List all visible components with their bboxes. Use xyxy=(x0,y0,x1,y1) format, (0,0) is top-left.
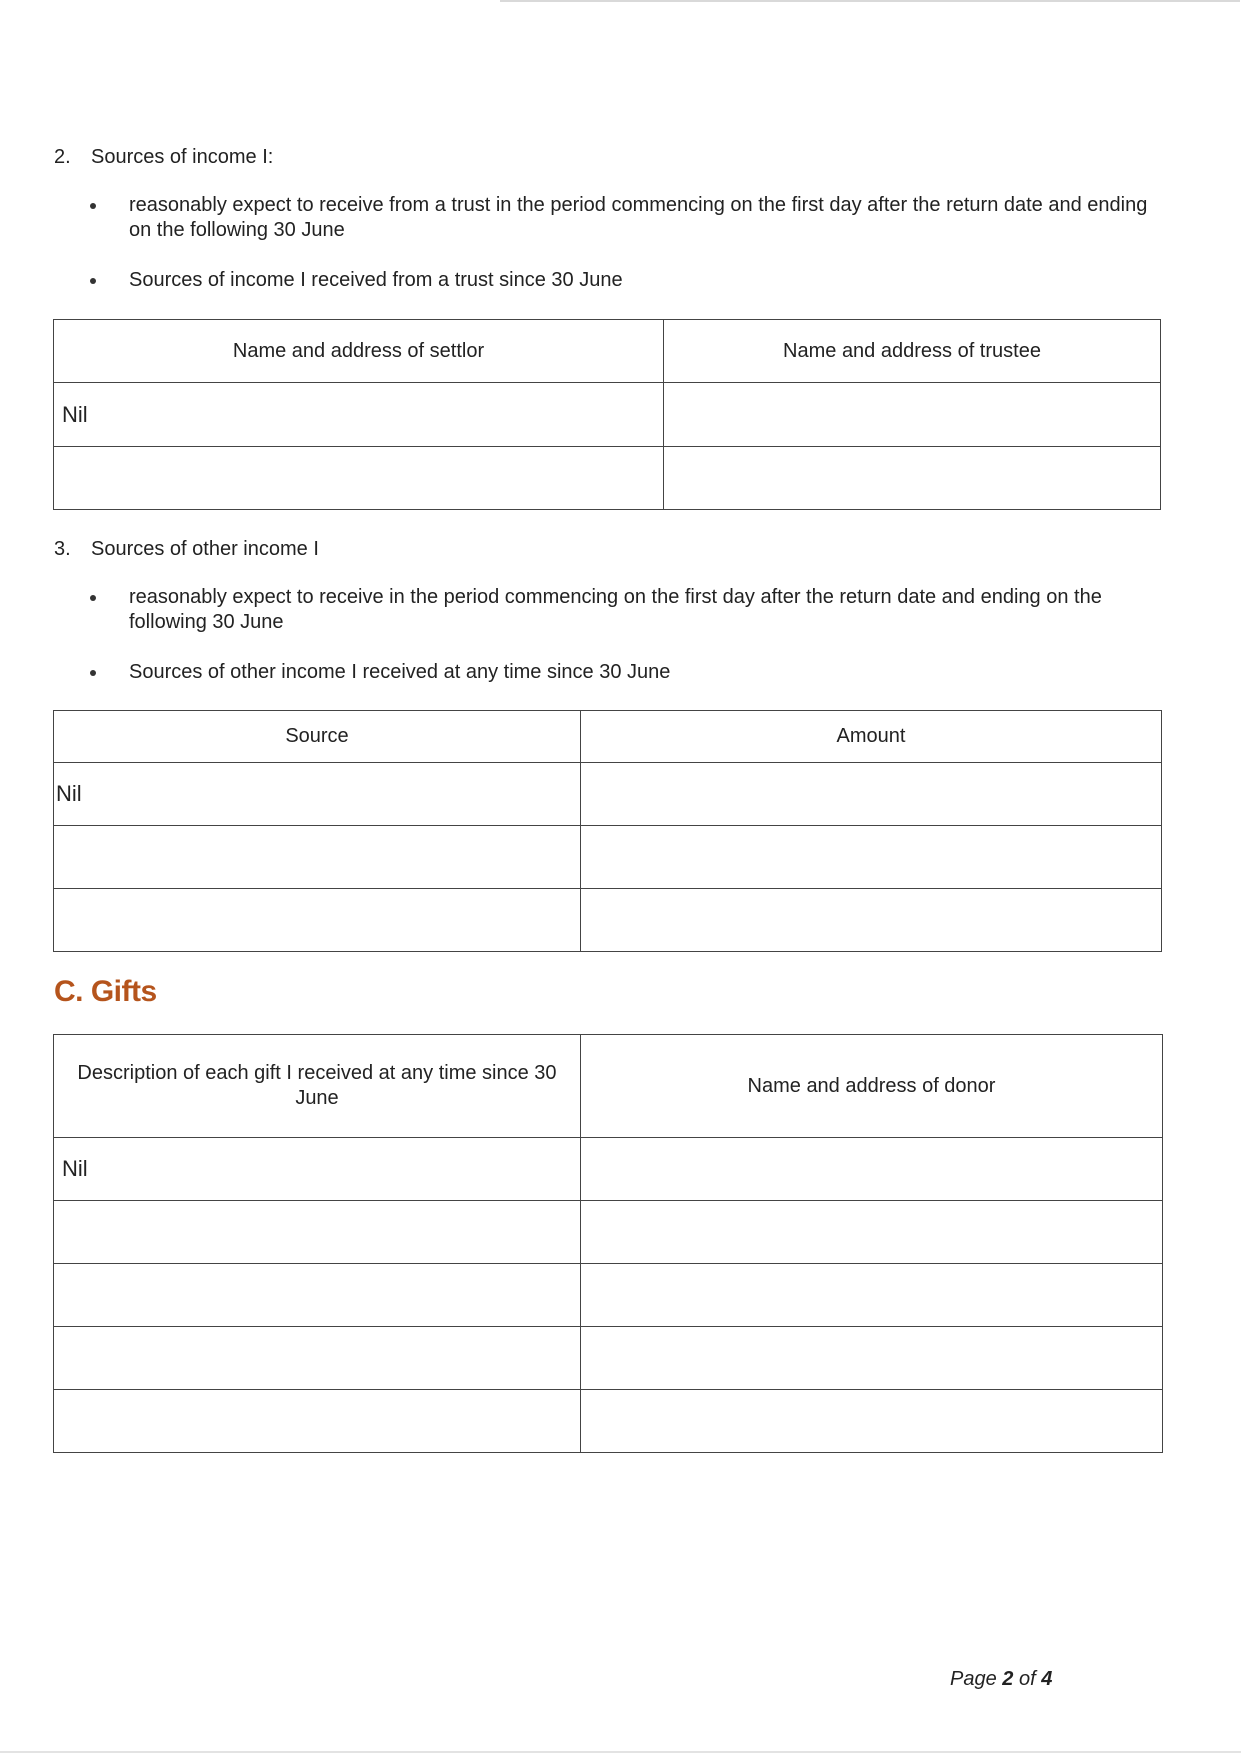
other-income-table xyxy=(53,710,1162,952)
table-header-row xyxy=(54,320,1161,383)
table-cell xyxy=(54,889,581,952)
table-row xyxy=(54,1201,1163,1264)
table-row xyxy=(54,1327,1163,1390)
table-row xyxy=(54,1390,1163,1453)
table-header-row xyxy=(54,711,1162,763)
table-row xyxy=(54,826,1162,889)
scan-edge-top xyxy=(500,0,1240,2)
total-pages: 4 xyxy=(1041,1668,1053,1690)
table-cell xyxy=(581,763,1162,826)
table-cell xyxy=(54,1390,581,1453)
source-header: Source xyxy=(54,711,581,763)
gifts-table xyxy=(53,1034,1163,1453)
table-cell xyxy=(581,1327,1163,1390)
table-row xyxy=(54,1264,1163,1327)
table-row xyxy=(54,763,1162,826)
table-cell xyxy=(581,1138,1163,1201)
table-cell xyxy=(54,1201,581,1264)
trustee-header: Name and address of trustee xyxy=(664,320,1161,383)
table-cell xyxy=(581,889,1162,952)
page-number: Page 2 of 4 xyxy=(950,1668,1053,1690)
table-cell xyxy=(581,826,1162,889)
trust-income-table xyxy=(53,319,1161,510)
gifts-heading: C. Gifts xyxy=(54,975,157,1008)
amount-header: Amount xyxy=(581,711,1162,763)
table-row xyxy=(54,1138,1163,1201)
table-cell xyxy=(581,1264,1163,1327)
table-cell: Nil xyxy=(54,1138,581,1201)
table-cell: Nil xyxy=(54,383,664,447)
section-3-number: 3. xyxy=(54,538,71,560)
table-cell xyxy=(54,447,664,510)
bullet-dot-icon xyxy=(90,278,96,284)
current-page: 2 xyxy=(1002,1668,1014,1690)
settlor-header: Name and address of settlor xyxy=(54,320,664,383)
table-row xyxy=(54,447,1161,510)
section-2-number: 2. xyxy=(54,146,71,168)
section-2-title-text: Sources of income I: xyxy=(91,146,274,168)
gift-description-header: Description of each gift I received at any time since 30 June xyxy=(54,1035,581,1138)
donor-header: Name and address of donor xyxy=(581,1035,1163,1138)
table-row xyxy=(54,383,1161,447)
table-cell xyxy=(54,1327,581,1390)
table-cell xyxy=(581,1390,1163,1453)
table-cell xyxy=(54,1264,581,1327)
table-cell xyxy=(581,1201,1163,1264)
table-cell xyxy=(54,826,581,889)
bullet-dot-icon xyxy=(90,203,96,209)
bullet-dot-icon xyxy=(90,670,96,676)
section-2-title xyxy=(54,145,273,169)
section-3-title-text: Sources of other income I xyxy=(91,538,319,560)
table-row xyxy=(54,889,1162,952)
table-cell xyxy=(664,447,1161,510)
table-cell xyxy=(664,383,1161,447)
scan-edge-bottom xyxy=(0,1751,1241,1753)
table-header-row xyxy=(54,1035,1163,1138)
document-page: 2. Sources of income I: reasonably expect to receive from a trust in the period commencing on the first day after the return date and ending on the following 30 June Sources of income I received from a trust since 30 June Name and address of settlor Name and address of trustee Nil 3. Sources of other income I reasonably expect to receive in the period commencing on the first day after the return date and ending on the following 30 June Sources of other income I received at any time since 30 June Source Amount Nil C. Gifts Description of each gift I received at any time since 30 June Name and address of donor Nil Page 2 of 4 xyxy=(0,0,1241,1755)
table-cell: Nil xyxy=(54,763,581,826)
bullet-dot-icon xyxy=(90,595,96,601)
section-3-title xyxy=(54,537,319,561)
